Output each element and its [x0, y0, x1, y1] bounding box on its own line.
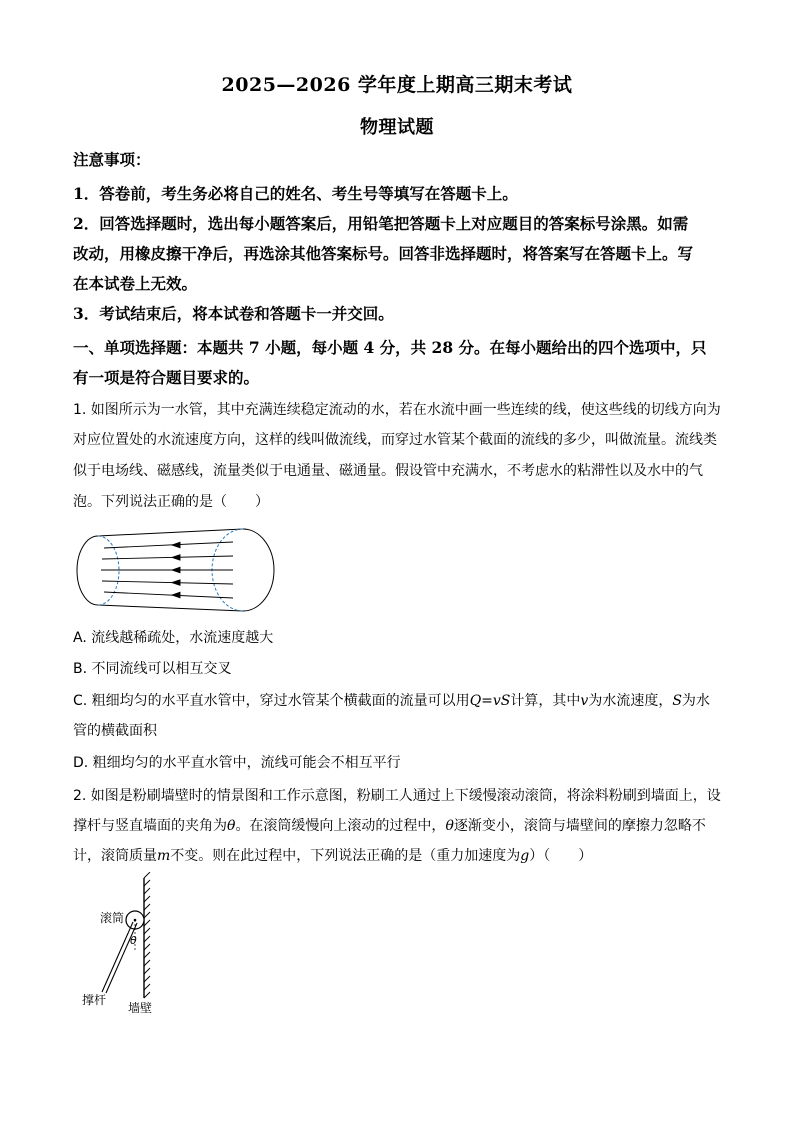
option-c: [73, 686, 710, 716]
pipe-right-end: [243, 529, 274, 611]
pipe-bottom-edge: [98, 605, 243, 611]
rod-label: 撑杆: [82, 993, 107, 1007]
wall-hatching: [144, 872, 150, 998]
option-b: B. 不同流线可以相互交叉: [73, 661, 232, 677]
symbol-g: g: [520, 848, 530, 864]
symbol-s: S: [672, 693, 682, 709]
question-2-text: 2. 如图是粉刷墙壁时的情景图和工作示意图，粉刷工人通过上下缓慢滚动滚筒，将涂料粉刷到墙面上，设: [73, 788, 721, 804]
symbol-m: m: [157, 848, 171, 864]
q2-text: 逐渐变小，滚筒与墙壁间的摩擦力忽略不: [453, 818, 706, 834]
symbol-v: v: [580, 693, 589, 709]
notice-item: 1．答卷前，考生务必将自己的姓名、考生号等填写在答题卡上。: [73, 184, 518, 203]
symbol-theta: θ: [445, 818, 454, 834]
question-2-text: [73, 841, 723, 871]
q2-text: 计，滚筒质量: [73, 848, 157, 864]
section-heading: 有一项是符合题目要求的。: [73, 368, 260, 387]
pipe-left-end: [77, 536, 98, 605]
q2-text: 不变。则在此过程中，下列说法正确的是（重力加速度为: [170, 848, 521, 864]
q2-text: 撑杆与竖直墙面的夹角为: [73, 818, 227, 834]
question-1-text: 对应位置处的水流速度方向，这样的线叫做流线，而穿过水管某个截面的流线的多少，叫做流量。流线类: [73, 432, 717, 448]
option-c-text: 为水: [681, 693, 710, 709]
notice-heading: 注意事项：: [73, 150, 151, 169]
option-c-text: 计算，其中: [510, 693, 581, 709]
option-c-text: 为水流速度，: [588, 693, 673, 709]
section-heading: 一、单项选择题：本题共 7 小题，每小题 4 分，共 28 分。在每小题给出的四个选项中，只: [73, 338, 707, 357]
pipe-left-section: [98, 536, 119, 605]
option-d: D. 粗细均匀的水平直水管中，流线可能会不相互平行: [73, 755, 401, 771]
wall-label: 墙壁: [128, 1001, 153, 1015]
question-2-text: [73, 811, 723, 841]
question-1-text: 泡。下列说法正确的是（ ）: [73, 494, 269, 510]
theta-label: θ: [130, 934, 137, 947]
exam-title: 2025—2026 学年度上期高三期末考试: [221, 74, 573, 96]
q2-text: ）（ ）: [529, 848, 593, 864]
notice-item: 在本试卷上无效。: [73, 274, 198, 293]
pipe-top-edge: [98, 529, 243, 536]
formula: Q=vS: [469, 693, 511, 709]
symbol-theta: θ: [227, 818, 236, 834]
notice-item: 改动，用橡皮擦干净后，再选涂其他答案标号。回答非选择题时，将答案写在答题卡上。写: [73, 244, 694, 263]
rod-edge: [102, 922, 133, 992]
streamlines: [101, 542, 233, 598]
notice-item: 2．回答选择题时，选出每小题答案后，用铅笔把答题卡上对应题目的答案标号涂黑。如需: [73, 214, 689, 233]
question-1-text: 似于电场线、磁感线，流量类似于电通量、磁通量。假设管中充满水，不考虑水的粘滞性以及水中的气: [73, 463, 703, 479]
question-1-text: 1. 如图所示为一水管，其中充满连续稳定流动的水，若在水流中画一些连续的线，使这些线的切线方向为: [73, 402, 721, 418]
option-c-text: C. 粗细均匀的水平直水管中，穿过水管某个横截面的流量可以用: [73, 693, 470, 709]
water-pipe-figure: [68, 526, 283, 614]
q2-text: 。在滚筒缓慢向上滚动的过程中，: [235, 818, 446, 834]
roller-wall-figure: [78, 872, 178, 1022]
option-c-continued: 管的横截面积: [73, 723, 157, 739]
option-a: A. 流线越稀疏处，水流速度越大: [73, 630, 274, 646]
notice-item: 3．考试结束后，将本试卷和答题卡一并交回。: [73, 304, 394, 323]
exam-subtitle: 物理试题: [360, 117, 434, 138]
roller-label: 滚筒: [100, 911, 125, 925]
